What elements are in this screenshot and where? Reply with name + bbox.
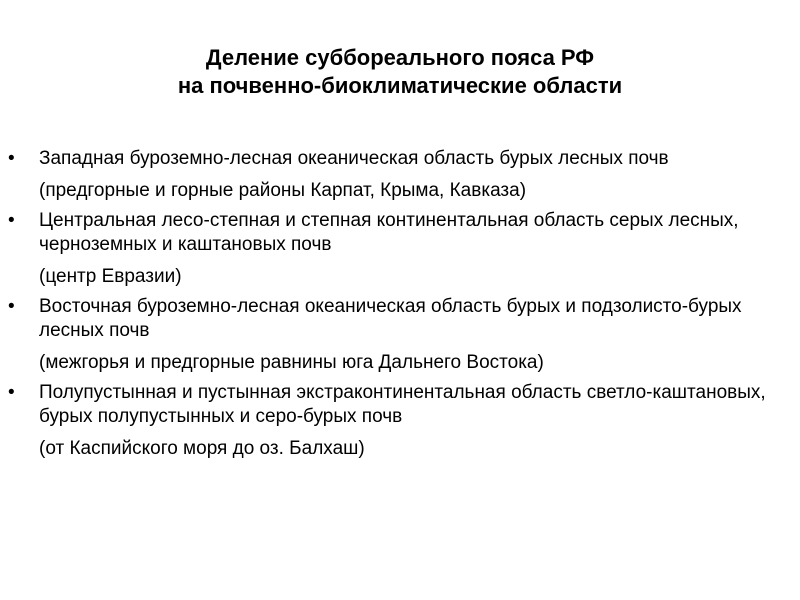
list-item xyxy=(0,209,800,289)
list-item xyxy=(0,147,800,203)
region-description: Центральная лесо-степная и степная континентальная область серых лесных, черноземных и каштановых почв xyxy=(39,210,739,255)
slide-title xyxy=(0,44,800,100)
region-description: Западная буроземно-лесная океаническая область бурых лесных почв xyxy=(39,148,669,169)
list-item xyxy=(0,381,800,461)
bullet-icon: • xyxy=(8,148,15,169)
region-location: (предгорные и горные районы Карпат, Крыма, Кавказа) xyxy=(39,180,527,201)
region-location: (центр Евразии) xyxy=(39,266,182,287)
list-item xyxy=(0,295,800,375)
slide-title-line-1: Деление суббореального пояса РФ xyxy=(205,45,595,70)
bullet-icon: • xyxy=(8,296,15,317)
bullet-icon: • xyxy=(8,210,15,231)
region-description: Восточная буроземно-лесная океаническая область бурых и подзолисто-бурых лесных почв xyxy=(39,296,742,341)
region-location: (от Каспийского моря до оз. Балхаш) xyxy=(39,438,365,459)
bullet-icon: • xyxy=(8,382,15,403)
slide-title-line-2: на почвенно-биоклиматические области xyxy=(177,73,623,98)
region-description: Полупустынная и пустынная экстраконтинентальная область светло-каштановых, бурых полупустынных и серо-бурых почв xyxy=(39,382,766,427)
region-list xyxy=(0,147,800,467)
region-location: (межгорья и предгорные равнины юга Дальнего Востока) xyxy=(39,352,544,373)
